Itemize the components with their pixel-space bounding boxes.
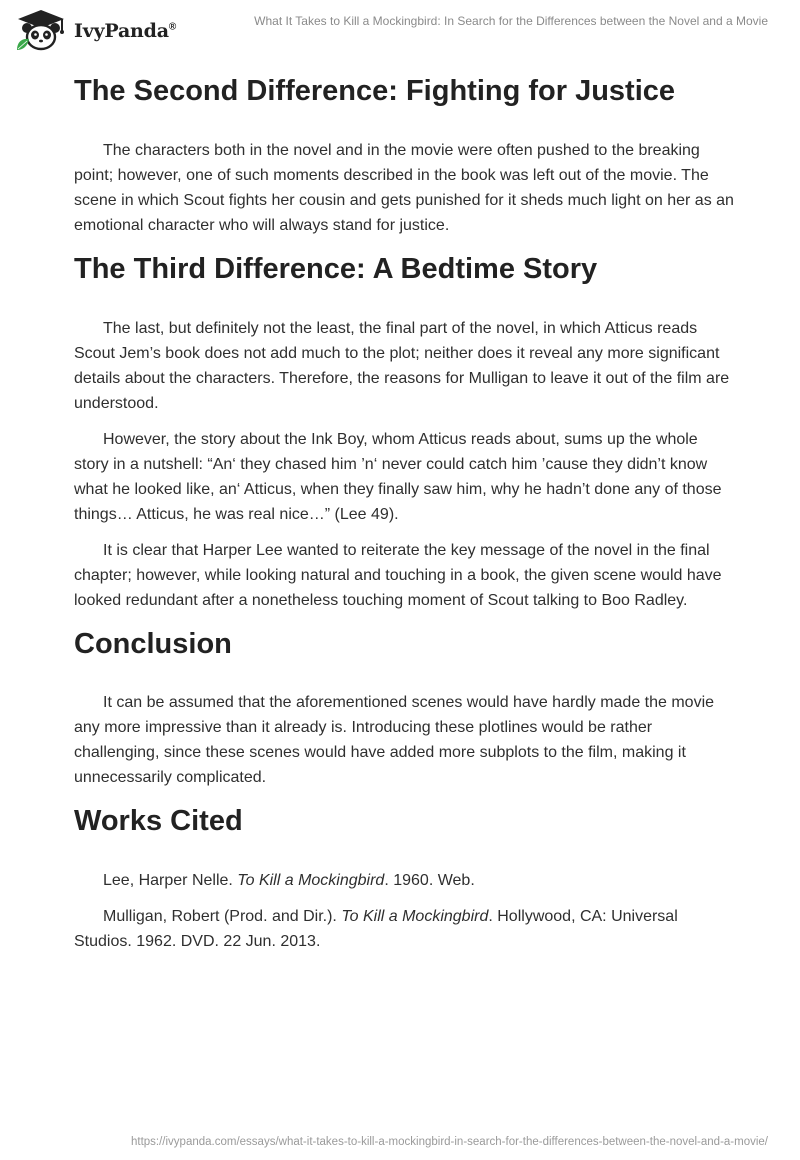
citation-title: To Kill a Mockingbird	[237, 872, 385, 890]
page-url-footer[interactable]: https://ivypanda.com/essays/what-it-takes-to-kill-a-mockingbird-in-search-for-the-differences-between-the-novel-and-a-movie/	[130, 1136, 768, 1148]
citation-title: To Kill a Mockingbird	[341, 908, 489, 926]
paragraph: The last, but definitely not the least, the final part of the novel, in which Atticus reads Scout Jem’s book does not add much to the plot; neither does it reveal any more significant details about the characters. Therefore, the reasons for Mulligan to leave it out of the film are understood.	[74, 319, 730, 412]
section-heading-conclusion: Conclusion	[74, 627, 232, 660]
essay-content	[74, 68, 734, 954]
section-heading-third-difference: The Third Difference: A Bedtime Story	[74, 252, 598, 285]
section-heading-second-difference: The Second Difference: Fighting for Justice	[74, 75, 676, 107]
citation-entry: Mulligan, Robert (Prod. and Dir.). To Kill a Mockingbird. Hollywood, CA: Universal Studios. 1962. DVD. 22 Jun. 2013.	[74, 908, 678, 951]
section-heading-works-cited: Works Cited	[74, 805, 243, 838]
page-header	[0, 0, 800, 60]
paragraph: It is clear that Harper Lee wanted to reiterate the key message of the novel in the final chapter; however, while looking natural and touching in a book, the given scene would have looked redundant after a nonetheless touching moment of Scout talking to Boo Radley.	[74, 541, 722, 609]
logo-text: IvyPanda®	[74, 20, 177, 42]
paragraph: However, the story about the Ink Boy, whom Atticus reads about, sums up the whole story in a nutshell: “An‘ they chased him ’n‘ never could catch him ’cause they didn’t know what he looked like, an‘ Atticus, when they finally saw him, why he hadn’t done any of those things… Atticus, he was real nice…” (Lee 49).	[74, 430, 722, 523]
ivypanda-logo[interactable]	[14, 8, 176, 52]
paragraph: The characters both in the novel and in the movie were often pushed to the breaking point; however, one of such moments described in the book was left out of the movie. The scene in which Scout fights her cousin and gets punished for it sheds much light on her as an emotional character who will always stand for justice.	[74, 141, 734, 234]
citation-entry: Lee, Harper Nelle. To Kill a Mockingbird. 1960. Web.	[103, 872, 475, 890]
document-title: What It Takes to Kill a Mockingbird: In Search for the Differences between the Novel and a Movie	[254, 14, 768, 28]
paragraph: It can be assumed that the aforementioned scenes would have hardly made the movie any more impressive than it already is. Introducing these plotlines would be rather challenging, since these scenes would have added more subplots to the film, making it unnecessarily complicated.	[74, 694, 715, 787]
panda-graduation-icon	[14, 8, 68, 52]
